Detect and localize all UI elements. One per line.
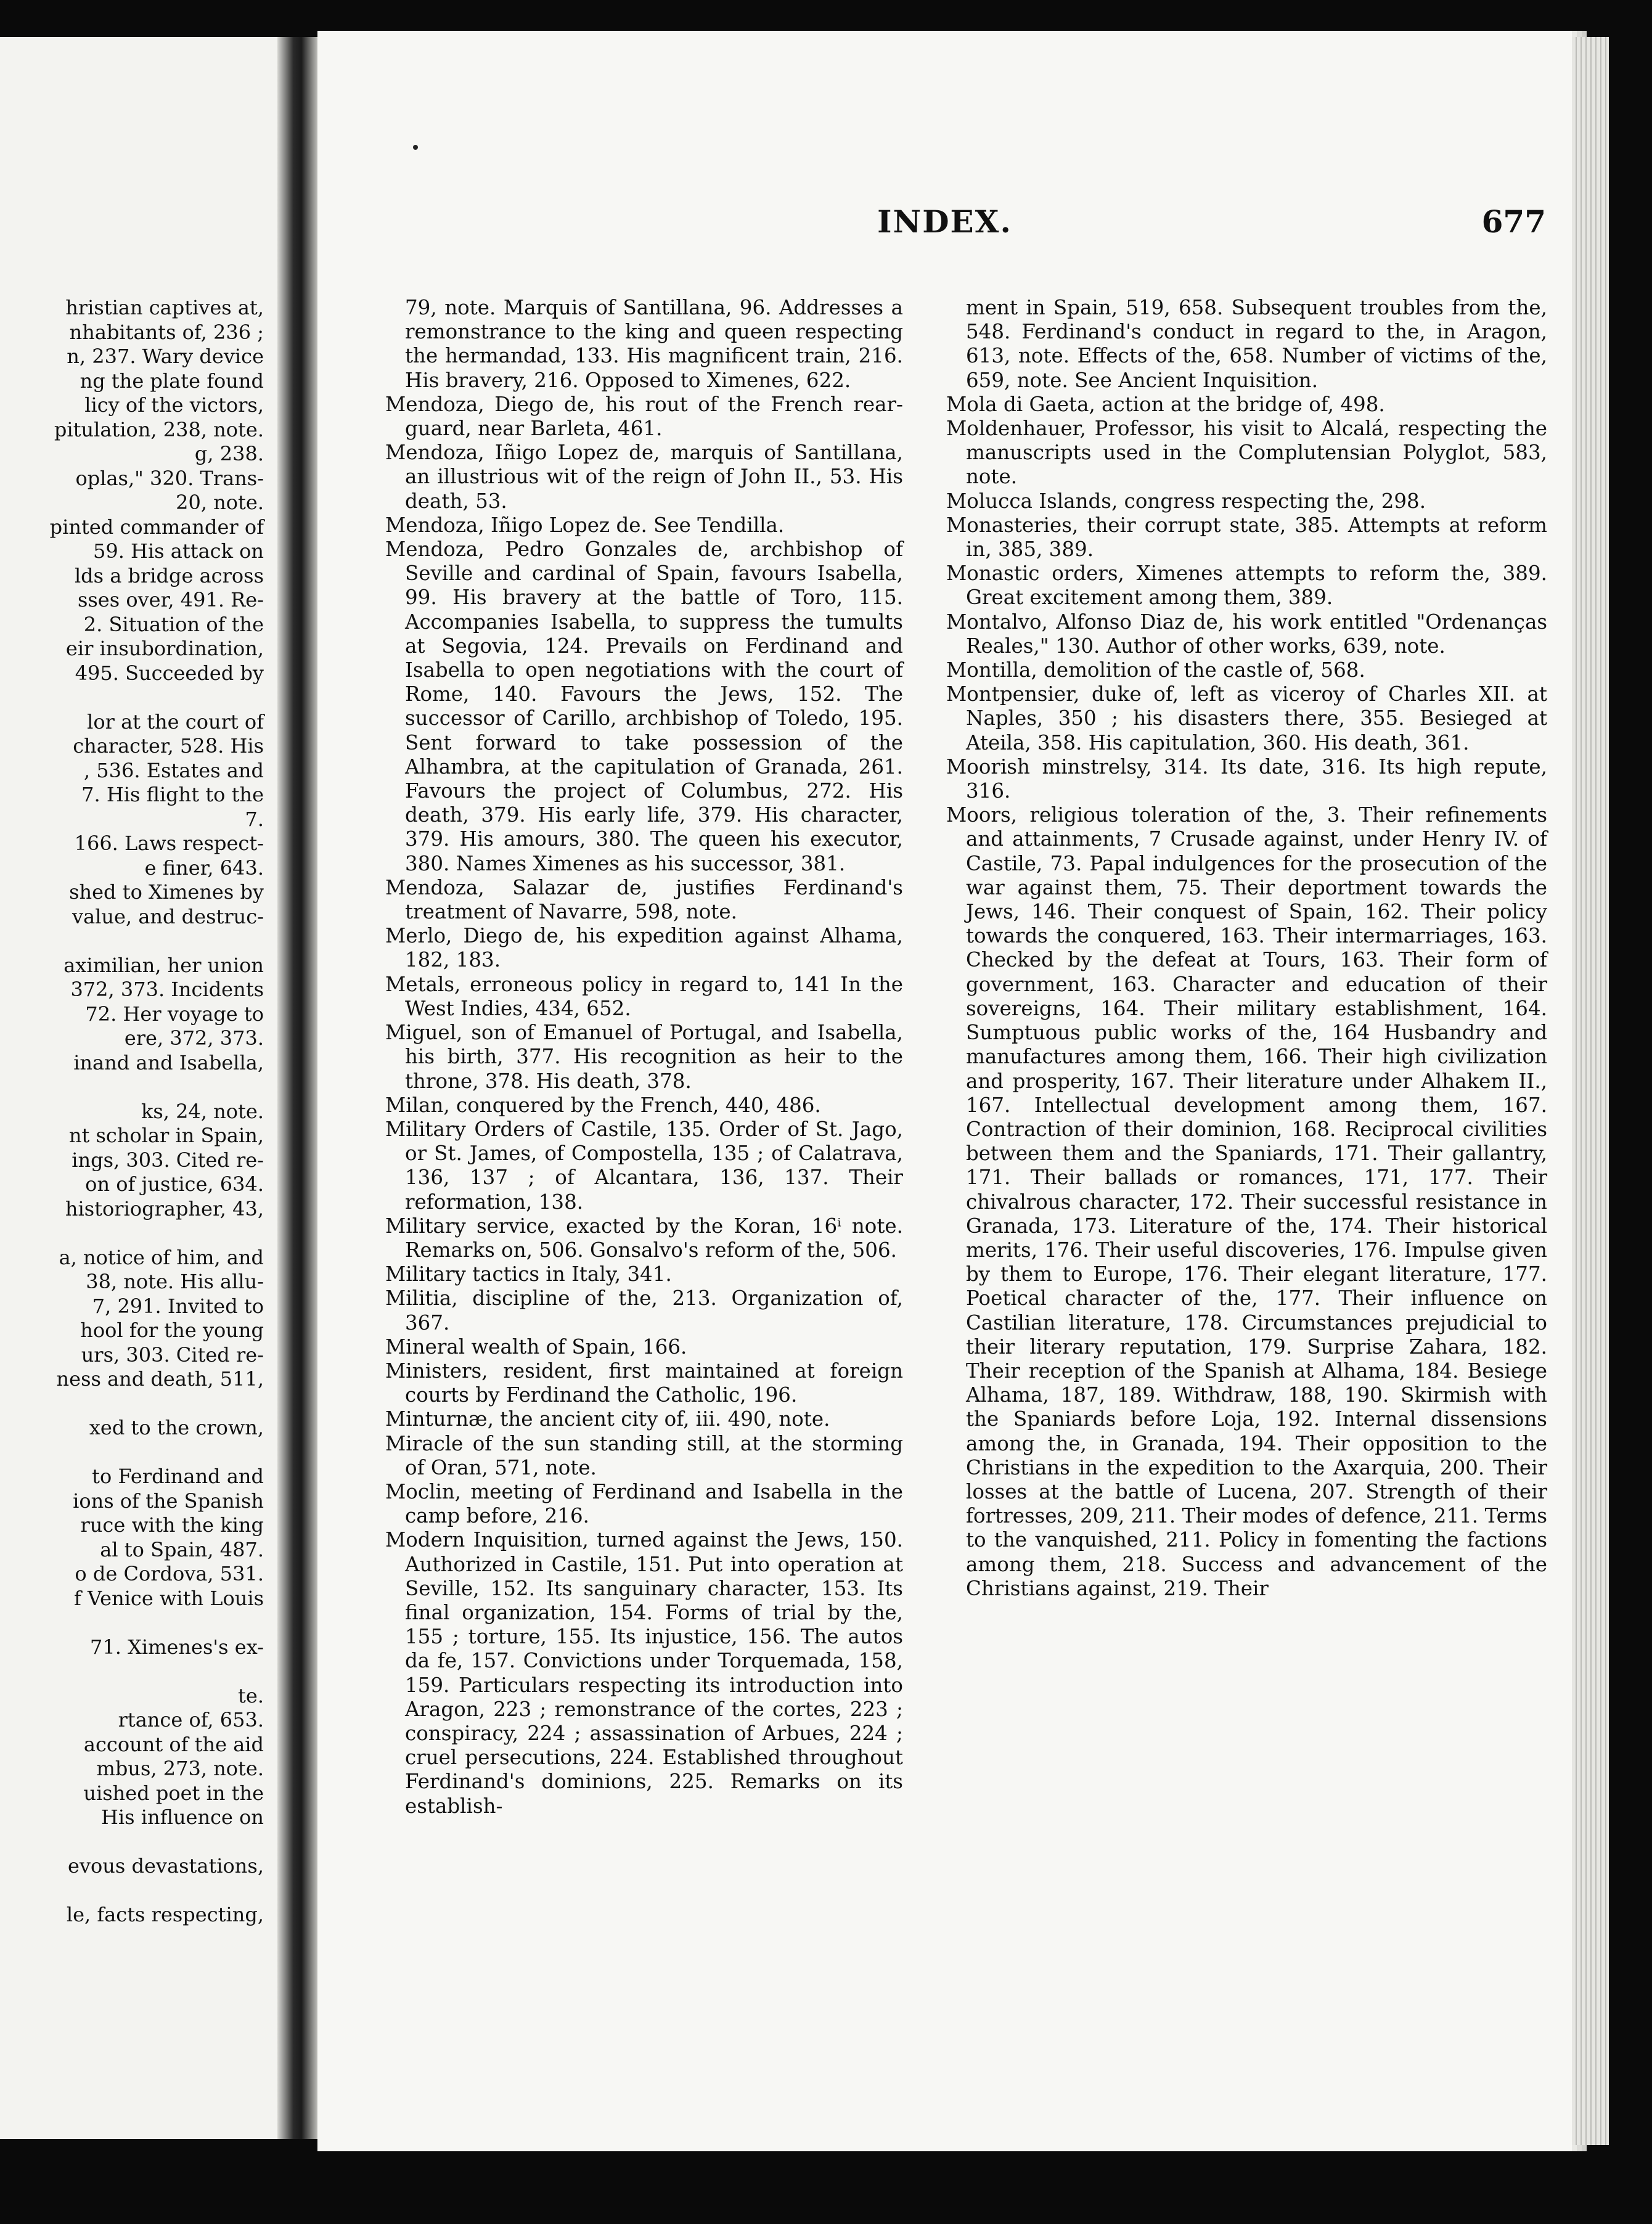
previous-page-line: pitulation, 238, note. bbox=[54, 417, 264, 441]
index-entry: Militia, discipline of the, 213. Organization of, 367. bbox=[385, 1286, 903, 1335]
index-entry: Mendoza, Diego de, his rout of the French rear-guard, near Barleta, 461. bbox=[385, 392, 903, 441]
previous-page-line: 372, 373. Incidents bbox=[70, 978, 264, 1001]
previous-page-line bbox=[0, 1611, 264, 1635]
previous-page-line: rtance of, 653. bbox=[118, 1708, 264, 1731]
index-entry: Miguel, son of Emanuel of Portugal, and Isabella, his birth, 377. His recognition as heir to the throne, 378. His death, 378. bbox=[385, 1021, 903, 1093]
previous-page-line: uished poet in the bbox=[83, 1781, 264, 1805]
previous-page-line: 2. Situation of the bbox=[83, 612, 264, 636]
page-header bbox=[317, 203, 1572, 240]
index-entry: Mendoza, Salazar de, justifies Ferdinand's treatment of Navarre, 598, note. bbox=[385, 875, 903, 924]
previous-page-line: character, 528. His bbox=[73, 734, 264, 758]
index-entry: Military service, exacted by the Koran, 16ⁱ note. Remarks on, 506. Gonsalvo's reform of the, 506. bbox=[385, 1214, 903, 1262]
previous-page-line: 71. Ximenes's ex- bbox=[90, 1635, 264, 1659]
previous-page-line: g, 238. bbox=[194, 442, 264, 465]
index-entry: 79, note. Marquis of Santillana, 96. Addresses a remonstrance to the king and queen respecting the hermandad, 133. His magnificent train, 216. His bravery, 216. Opposed to Ximenes, 622. bbox=[405, 296, 903, 392]
page-title: INDEX. bbox=[877, 203, 1012, 240]
previous-page-line: lds a bridge across bbox=[74, 563, 264, 587]
previous-page-line: value, and destruc- bbox=[72, 904, 264, 928]
index-column-right bbox=[946, 296, 1547, 1601]
index-entry: Mola di Gaeta, action at the bridge of, 498. bbox=[946, 392, 1385, 416]
previous-page-line: inand and Isabella, bbox=[73, 1050, 264, 1074]
previous-page-line bbox=[0, 1659, 264, 1684]
previous-page-line: ere, 372, 373. bbox=[124, 1026, 264, 1050]
index-entry: Monasteries, their corrupt state, 385. Attempts at reform in, 385, 389. bbox=[946, 513, 1547, 562]
previous-page-line: 38, note. His allu- bbox=[86, 1270, 264, 1293]
previous-page-line: xed to the crown, bbox=[89, 1416, 264, 1439]
previous-page-line: account of the aid bbox=[83, 1732, 264, 1756]
previous-page-line: 495. Succeeded by bbox=[75, 661, 264, 685]
previous-page-line bbox=[0, 1392, 264, 1417]
previous-page-line: 7. His flight to the bbox=[81, 783, 264, 806]
previous-page-line: eir insubordination, bbox=[65, 637, 264, 660]
previous-page-line: urs, 303. Cited re- bbox=[81, 1343, 264, 1367]
page-number: 677 bbox=[1481, 203, 1546, 240]
previous-page-line: 7, 291. Invited to bbox=[92, 1294, 264, 1318]
previous-page-line: 59. His attack on bbox=[92, 539, 264, 563]
previous-page-line: f Venice with Louis bbox=[73, 1586, 264, 1610]
index-entry: Montpensier, duke of, left as viceroy of Charles XII. at Naples, 350 ; his disasters there, 355. Besieged at Ateila, 358. His capitulation, 360. His death, 361. bbox=[946, 682, 1547, 754]
index-entry: Molucca Islands, congress respecting the, 298. bbox=[946, 489, 1426, 513]
index-entry: Metals, erroneous policy in regard to, 141 In the West Indies, 434, 652. bbox=[385, 972, 903, 1020]
previous-page-line: , 536. Estates and bbox=[83, 758, 264, 782]
previous-page-line: nhabitants of, 236 ; bbox=[69, 320, 264, 344]
index-entry: Merlo, Diego de, his expedition against Alhama, 182, 183. bbox=[385, 924, 903, 972]
book-gutter bbox=[277, 37, 317, 2139]
previous-page-line: shed to Ximenes by bbox=[69, 880, 264, 904]
previous-page-line bbox=[0, 1075, 264, 1100]
index-column-left bbox=[385, 296, 903, 1818]
previous-page-line: ruce with the king bbox=[80, 1513, 264, 1537]
previous-page-line: 20, note. bbox=[176, 491, 264, 514]
index-entry: Military tactics in Italy, 341. bbox=[385, 1262, 672, 1286]
index-entry: Montilla, demolition of the castle of, 568. bbox=[946, 658, 1365, 682]
previous-page-line: le, facts respecting, bbox=[66, 1903, 264, 1926]
previous-page-line: ions of the Spanish bbox=[73, 1489, 264, 1513]
previous-page-column bbox=[0, 296, 264, 1928]
index-entry: Mendoza, Iñigo Lopez de. See Tendilla. bbox=[385, 513, 785, 537]
previous-page-line bbox=[0, 1830, 264, 1855]
previous-page-line: hristian captives at, bbox=[65, 296, 264, 319]
previous-page-line: o de Cordova, 531. bbox=[75, 1562, 264, 1585]
index-entry: Mendoza, Pedro Gonzales de, archbishop of Seville and cardinal of Spain, favours Isabella, 99. His bravery at the battle of Toro, 115. Accompanies Isabella, to suppress the tumults at Segovia, 124. Prevails on Ferdinand and Isabella to open negotiations with the court of Rome, 140. Favours the Jews, 152. The successor of Carillo, archbishop of Toledo, 195. Sent forward to take possession of the Alhambra, at the capitulation of Granada, 261. Favours the project of Columbus, 272. His death, 379. His early life, 379. His character, 379. His amours, 380. The queen his executor, 380. Names Ximenes as his successor, 381. bbox=[385, 538, 903, 875]
previous-page-line: nt scholar in Spain, bbox=[68, 1124, 264, 1147]
index-entry: Military Orders of Castile, 135. Order of St. Jago, or St. James, of Compostella, 135 ; of Calatrava, 136, 137 ; of Alcantara, 136, 137. Their reformation, 138. bbox=[385, 1117, 903, 1214]
previous-page-line: ng the plate found bbox=[80, 369, 264, 393]
previous-page-line: lor at the court of bbox=[87, 709, 264, 734]
index-entry: Mineral wealth of Spain, 166. bbox=[385, 1335, 687, 1359]
previous-page-line: His influence on bbox=[101, 1805, 264, 1829]
previous-page-line: ness and death, 511, bbox=[56, 1367, 264, 1391]
previous-page-line: hool for the young bbox=[80, 1318, 264, 1342]
ink-speck bbox=[413, 145, 418, 150]
index-entry: Moclin, meeting of Ferdinand and Isabella in the camp before, 216. bbox=[385, 1479, 903, 1528]
index-entry: Moorish minstrelsy, 314. Its date, 316. Its high repute, 316. bbox=[946, 754, 1547, 803]
page-edges bbox=[1572, 37, 1609, 2145]
previous-page-line: te. bbox=[238, 1683, 264, 1707]
previous-page-line bbox=[0, 1221, 264, 1246]
index-entry: Moors, religious toleration of the, 3. Their refinements and attainments, 7 Crusade against, under Henry IV. of Castile, 73. Papal indulgences for the prosecution of the war against them, 75. Their deportment towards the Jews, 146. Their conquest of Spain, 162. Their policy towards the conquered, 163. Their intermarriages, 163. Checked by the defeat at Tours, 163. Their form of government, 163. Character and education of their sovereigns, 164. Their military establishment, 164. Sumptuous public works of the, 164 Husbandry and manufactures among them, 166. Their high civilization and prosperity, 167. Their literature under Alhakem II., 167. Intellectual development among them, 167. Contraction of their dominion, 168. Reciprocal civilities between them and the Spaniards, 171. Their gallantry, 171. Their ballads or romances, 171, 177. Their chivalrous character, 172. Their successful resistance in Granada, 173. Literature of the, 174. Their historical merits, 176. Their useful discoveries, 176. Impulse given by them to Europe, 176. Their elegant literature, 177. Poetical character of the, 177. Their influence on Castilian literature, 178. Circumstances prejudicial to their literary reputation, 179. Surprise Zahara, 182. Their reception of the Spanish at Alhama, 184. Besiege Alhama, 187, 189. Withdraw, 188, 190. Skirmish with the Spaniards before Loja, 192. Internal dissensions among the, in Granada, 194. Their opposition to the Christians in the expedition to the Axarquia, 200. Their losses at the battle of Lucena, 207. Strength of their fortresses, 209, 211. Their modes of defence, 211. Terms to the vanquished, 211. Policy in fomenting the factions among them, 218. Success and advancement of the Christians against, 219. Their bbox=[946, 803, 1547, 1600]
previous-page-line bbox=[0, 685, 264, 710]
previous-page-line: al to Spain, 487. bbox=[100, 1537, 264, 1561]
previous-page-line: mbus, 273, note. bbox=[96, 1757, 264, 1780]
index-entry: Moldenhauer, Professor, his visit to Alcalá, respecting the manuscripts used in the Complutensian Polyglot, 583, note. bbox=[946, 417, 1547, 489]
previous-page-line: sses over, 491. Re- bbox=[77, 588, 264, 611]
previous-page-line: 72. Her voyage to bbox=[85, 1002, 264, 1026]
index-entry: Montalvo, Alfonso Diaz de, his work entitled "Ordenanças Reales," 130. Author of other works, 639, note. bbox=[946, 610, 1547, 658]
previous-page-line: on of justice, 634. bbox=[85, 1172, 264, 1196]
index-entry: Minturnæ, the ancient city of, iii. 490, note. bbox=[385, 1407, 830, 1431]
index-page bbox=[317, 31, 1572, 2151]
index-entry: Monastic orders, Ximenes attempts to reform the, 389. Great excitement among them, 389. bbox=[946, 562, 1547, 610]
previous-page-line: aximilian, her union bbox=[63, 953, 264, 977]
previous-page-line: historiographer, 43, bbox=[65, 1196, 264, 1220]
previous-page-line: a, notice of him, and bbox=[59, 1245, 264, 1269]
previous-page-line: pinted commander of bbox=[49, 515, 264, 539]
previous-page-line: licy of the victors, bbox=[84, 393, 264, 417]
index-entry: ment in Spain, 519, 658. Subsequent troubles from the, 548. Ferdinand's conduct in regard to the, in Aragon, 613, note. Effects of the, 658. Number of victims of the, 659, note. See Ancient Inquisition. bbox=[966, 296, 1547, 392]
index-entry: Mendoza, Iñigo Lopez de, marquis of Santillana, an illustrious wit of the reign of John II., 53. His death, 53. bbox=[385, 441, 903, 513]
index-entry: Ministers, resident, first maintained at foreign courts by Ferdinand the Catholic, 196. bbox=[385, 1359, 903, 1407]
previous-page-line bbox=[0, 1441, 264, 1465]
previous-page-line: ings, 303. Cited re- bbox=[72, 1148, 264, 1172]
previous-page-line bbox=[0, 929, 264, 954]
previous-page-fragment bbox=[0, 37, 277, 2139]
index-entry: Milan, conquered by the French, 440, 486. bbox=[385, 1093, 821, 1117]
previous-page-line: to Ferdinand and bbox=[92, 1465, 264, 1488]
previous-page-line: oplas," 320. Trans- bbox=[75, 466, 264, 490]
previous-page-line: 7. bbox=[245, 807, 264, 831]
previous-page-line: 166. Laws respect- bbox=[74, 832, 264, 855]
previous-page-line: e finer, 643. bbox=[144, 856, 264, 880]
previous-page-line: n, 237. Wary device bbox=[67, 345, 264, 368]
index-entry: Modern Inquisition, turned against the Jews, 150. Authorized in Castile, 151. Put into operation at Seville, 152. Its sanguinary character, 153. Its final organization, 154. Forms of trial by the, 155 ; torture, 155. Its injustice, 156. The autos da fe, 157. Convictions under Torquemada, 158, 159. Particulars respecting its introduction into Aragon, 223 ; remonstrance of the cortes, 223 ; conspiracy, 224 ; assassination of Arbues, 224 ; cruel persecutions, 224. Established throughout Ferdinand's dominions, 225. Remarks on its establish- bbox=[385, 1528, 903, 1818]
previous-page-line: ks, 24, note. bbox=[141, 1099, 264, 1123]
previous-page-line bbox=[0, 1879, 264, 1903]
index-entry: Miracle of the sun standing still, at the storming of Oran, 571, note. bbox=[385, 1431, 903, 1479]
previous-page-line: evous devastations, bbox=[68, 1854, 264, 1878]
